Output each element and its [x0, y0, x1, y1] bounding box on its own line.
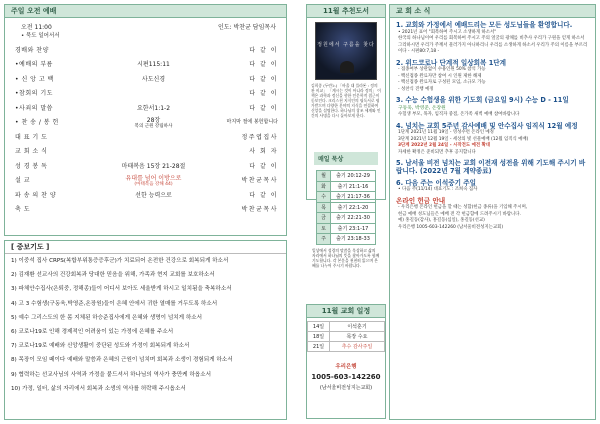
worship-item-name: 축 도 [15, 206, 30, 214]
schedule-panel [306, 304, 386, 419]
news-list [390, 22, 595, 231]
worship-item-text: 시편115:11 [137, 61, 170, 69]
worship-order-row [5, 100, 286, 115]
bible-verse: 출기 20:12-29 [331, 171, 376, 182]
worship-item-subtext: (마태복음 강해 44) [134, 181, 173, 187]
news-item-detail: 자세한 확정은 준비되면 추후 공지합니다 [398, 149, 476, 155]
news-item-detail: 예) 홍길동(감사), 홍길동(십일), 홍길동(선교) [398, 218, 485, 224]
worship-item-leader: 박찬균목사 [241, 206, 278, 214]
worship-item-subtext: 복의 근원 강림하사 [134, 123, 173, 129]
bible-verse: 출기 23:1-17 [331, 223, 376, 234]
bible-day: 목 [317, 202, 331, 213]
news-item-detail: - 접종여부 상관없이 수용인원 50% 참석 가능 [398, 67, 486, 73]
worship-item-content [87, 190, 220, 199]
news-item-detail: 1단계 2021년 11월 19일 - 영성수련 온라인 예정 [398, 130, 494, 136]
bible-day: 화 [317, 181, 331, 192]
news-item [390, 22, 595, 56]
news-item-detail: 헌금 예배 성도님들은 예배 전 각 헌금함에 드려주시기 바랍니다. [398, 211, 521, 217]
worship-title: 주일 오전 예배 [5, 5, 286, 18]
worship-item-name: • 찬 송 / 봉 헌 [15, 119, 59, 127]
bible-day: 금 [317, 213, 331, 224]
schedule-table [307, 321, 385, 352]
schedule-event: 추수 감사주일 [330, 342, 385, 352]
news-item-detail: 3단계 2021년 12월 19일 - 세상의 빛 선물예배 (12월 임직식 예배) [398, 136, 529, 142]
worship-item-text: 28장 [146, 116, 161, 124]
schedule-event: 이석훈기 [330, 322, 385, 332]
worship-item-name: 파 송 의 찬 양 [15, 191, 57, 199]
worship-item-content [87, 59, 220, 68]
news-item-detail: 3단계 2022년 2월 24일 - 시작전도 예전 확대 [398, 143, 491, 149]
bible-panel [306, 152, 386, 284]
news-item-detail: 수험생 부모, 목자, 임직자 중점, 온가족 새벽 예배 참여바랍니다 [398, 112, 520, 118]
worship-item-content [87, 103, 220, 112]
news-item-title: 2. 위드코로나 단계적 일상회복 1단계 [396, 58, 507, 67]
news-item-title: 1. 교회와 가정에서 예배드리는 모든 성도님들을 환영합니다. [396, 21, 573, 29]
news-title: 교 회 소 식 [390, 5, 595, 18]
prayer-panel [4, 240, 287, 420]
news-item [390, 97, 595, 119]
prayer-item: 8) 목장이 모임 떼이다 예배와 말씀과 은혜의 근원이 넘치며 회복과 소생이 경험되게 하소서 [11, 357, 233, 364]
schedule-row [308, 332, 385, 342]
worship-item-leader: 다 같 이 [249, 104, 278, 112]
worship-order-row [5, 144, 286, 159]
prayer-item: 6) 코로나19로 인해 경제적인 어려움이 있는 가정에 은혜를 주소서 [11, 328, 174, 335]
worship-item-leader: 사 회 자 [249, 148, 278, 156]
news-item [390, 60, 595, 94]
news-item-detail: - 백신접종 완료자만 참여 시 인원 제한 해제 [398, 73, 482, 79]
prayer-item: 4) 고 3 수험생(구동욱,박영준,온장원)들이 은혜 안에서 귀한 열매를 거두도록 하소서 [11, 300, 218, 307]
worship-order-row [5, 115, 286, 130]
bible-day: 토 [317, 223, 331, 234]
worship-item-name: 성 경 봉 독 [15, 162, 48, 170]
prayer-item: 7) 코로나19로 예배와 신앙생활이 중단된 성도와 가정이 회복되게 하소서 [11, 343, 190, 350]
worship-item-content [87, 115, 220, 129]
bible-verse: 출기 22:1-20 [331, 202, 376, 213]
worship-order-list [5, 42, 286, 216]
news-item-detail: - 성찬식 진행 예정 [398, 86, 434, 92]
news-item [390, 180, 595, 194]
bible-row [317, 234, 376, 245]
news-item-title: 3. 수능 수험생을 위한 기도회 (금요일 9시) 수능 D - 11일 [396, 96, 569, 105]
worship-lead-in: • 묵도 일어서서 [21, 33, 60, 39]
tree-graphic [340, 61, 354, 73]
worship-item-text: 요한서1:1-2 [136, 104, 171, 112]
news-item-detail: • 2021년 표어 "회복하여 주시고 소생하게 하소서" [398, 29, 497, 35]
worship-item-text: 유대를 넘어 이방으로 [125, 174, 182, 182]
worship-item-text: 선한 능력으로 [135, 191, 172, 199]
bank-info [307, 362, 385, 391]
news-item-detail: 우리은행 1005-603-142260 (남서울비전성지는교회) [398, 224, 504, 230]
worship-item-name: 경배와 찬양 [15, 46, 49, 54]
worship-leader: 인도: 박찬균 담임목사 [217, 24, 276, 31]
worship-item-content [87, 74, 220, 83]
bible-title: 매일 묵상 [314, 152, 378, 165]
worship-order-row [5, 187, 286, 202]
schedule-row [308, 342, 385, 352]
worship-order-row [5, 86, 286, 101]
prayer-list [5, 254, 286, 396]
bible-verse: 출기 22:21-30 [331, 213, 376, 224]
worship-order-row [5, 158, 286, 173]
news-item-title: 5. 남서울 비전 넘치는 교회 이전재 성전을 위해 기도해 주시기 바랍니다. (2022년 7월 계약종료) [396, 159, 586, 176]
bible-verse: 출기 23:18-33 [331, 234, 376, 245]
news-item-detail: - 백신접종 완료자로 구성된 모임, 소규모 가능 [398, 80, 486, 86]
bible-row [317, 192, 376, 203]
schedule-date: 21일 [308, 342, 330, 352]
prayer-title: [ 중보기도 ] [5, 241, 286, 254]
schedule-event: 목장 수요 [330, 332, 385, 342]
worship-item-leader: 박찬균목사 [241, 177, 278, 185]
news-item-detail: • 다음 주(11/14) 대표기도 : 조희숙 집사 [398, 187, 478, 193]
news-item [390, 160, 595, 175]
bible-row [317, 181, 376, 192]
news-item-detail: 구동욱, 박영준, 온장원 [398, 105, 446, 111]
prayer-item: 5) 예수 그리스도의 한 몸 지체된 하승준집사에게 은혜와 생명이 넘치게 하소서 [11, 314, 203, 321]
bible-table [316, 170, 376, 245]
worship-item-name: •사죄의 말씀 [15, 104, 53, 112]
schedule-date: 18일 [308, 332, 330, 342]
bible-row [317, 213, 376, 224]
worship-item-leader: 정주엽집사 [241, 133, 278, 141]
worship-item-name: • 신 앙 고 백 [15, 75, 54, 83]
schedule-row [308, 322, 385, 332]
worship-item-content [87, 173, 220, 187]
worship-order-row [5, 202, 286, 217]
recommend-title: 11월 추천도서 [307, 5, 385, 18]
worship-item-leader: 다 같 이 [249, 75, 278, 83]
worship-item-name: •예배의 부름 [15, 61, 53, 69]
news-panel [389, 4, 596, 420]
prayer-item: 2) 김재환 선교사의 건강회복과 당대한 믿음을 위해, 가족과 현지 교회를 보호하소서 [11, 272, 215, 279]
worship-item-leader: 다 같 이 [249, 61, 278, 69]
news-item [390, 198, 595, 232]
book-title: 정원에서 구름을 찾다 [317, 42, 375, 48]
bible-row [317, 223, 376, 234]
recommend-description: 김희종 (두란노) 「바울 대 플라톤 : 정의관 비교」 「계시는 것이 아니라 정의」 이 책은 과학과 정신을 향한 인문학적 접근이 돋보인다. 크리스천 지식인의 필독서로 평가받으며 다양한 분야의 지식을 연결하여 신앙을 설명한다. 하나님의 창조 세계와 인간의 사명을 다시 돌아보게 한다. [311, 83, 381, 118]
bank-account: 1005-603-142260 [311, 373, 381, 381]
worship-item-content [87, 161, 220, 170]
bible-verse: 출기 21:17-36 [331, 192, 376, 203]
news-item-title: 온라인 헌금 안내 [396, 196, 446, 205]
worship-order-row [5, 173, 286, 188]
bible-note: 일상에서 성경의 말씀을 묵상하고 삶의 자리에서 하나님의 뜻을 찾아가도록 함께 기도합니다. 각 본문을 천천히 읽으며 은혜를 나누어 주시기 바랍니다. [312, 247, 380, 268]
bible-day: 주 [317, 234, 331, 245]
worship-order-row [5, 71, 286, 86]
worship-order-row [5, 42, 286, 57]
worship-item-name: 설 교 [15, 177, 30, 185]
worship-item-leader: 다 같 이 [249, 90, 278, 98]
bible-day: 월 [317, 171, 331, 182]
prayer-item: 10) 가정, 일터, 삶의 자리에서 회복과 소생의 역사를 허락해 주시옵소서 [11, 385, 186, 392]
bible-row [317, 171, 376, 182]
worship-item-leader: 마지막 절에 봉헌합니다 [226, 119, 278, 126]
news-item-detail: - 우리은행 온라인 헌금을 할 때는 성함(헌금 종류)을 기입해 주시며, [398, 205, 528, 211]
prayer-item: 3) 파체안수집사(은퇴중, 정해종)들이 어디서 보아도 세울받게 하시고 일치됨을 축복하소서 [11, 286, 232, 293]
news-item-detail: 한국의 하나님이여 우리를 회복하여 주시고 주의 얼굴의 광채를 비추사 우리가 구원을 얻게 하소서 그리하시면 우리가 주께서 물러가지 아니하리니 우리를 소생하게 하소서 우리가 주의 이름을 부르리이다 - 시편80:7,18 - [398, 36, 588, 55]
schedule-title: 11월 교회 일정 [307, 305, 385, 318]
bible-day: 수 [317, 192, 331, 203]
bank-owner: (남서울비전성지는교회) [319, 385, 373, 391]
prayer-item: 1) 이중석 집사 CRPS(복합부위통증증후군)가 치료되어 온전한 건강으로 회복되게 하소서 [11, 258, 229, 264]
worship-item-text: 마태복음 15장 21-28절 [121, 162, 186, 170]
worship-item-leader: 다 같 이 [249, 46, 278, 54]
bible-verse: 출기 21:1-16 [331, 181, 376, 192]
schedule-date: 14일 [308, 322, 330, 332]
worship-item-leader: 다 같 이 [249, 162, 278, 170]
worship-item-name: 대 표 기 도 [15, 133, 48, 141]
bank-name: 우리은행 [335, 364, 357, 370]
worship-order-row [5, 129, 286, 144]
news-item-title: 4. 넘치는 교회 5주년 감사예배 및 안수집사 임직식 12월 예정 [396, 121, 578, 130]
worship-item-text: 사도신경 [141, 75, 166, 83]
book-cover-image [315, 22, 377, 80]
worship-item-name: •참회의 기도 [15, 90, 53, 98]
news-item-title: 6. 다음 주는 이석중기 주일 [396, 178, 476, 187]
worship-item-name: 교 회 소 식 [15, 148, 48, 156]
worship-order-row [5, 57, 286, 72]
bible-row [317, 202, 376, 213]
worship-time: 오전 11:00 [21, 24, 52, 31]
worship-panel [4, 4, 287, 236]
prayer-item: 9) 협력하는 선교사님의 사역과 가정을 붙드셔서 하나님의 역사가 충만케 하옵소서 [11, 371, 212, 378]
worship-meta [5, 18, 286, 31]
worship-item-leader: 다 같 이 [249, 191, 278, 199]
news-item [390, 123, 595, 157]
